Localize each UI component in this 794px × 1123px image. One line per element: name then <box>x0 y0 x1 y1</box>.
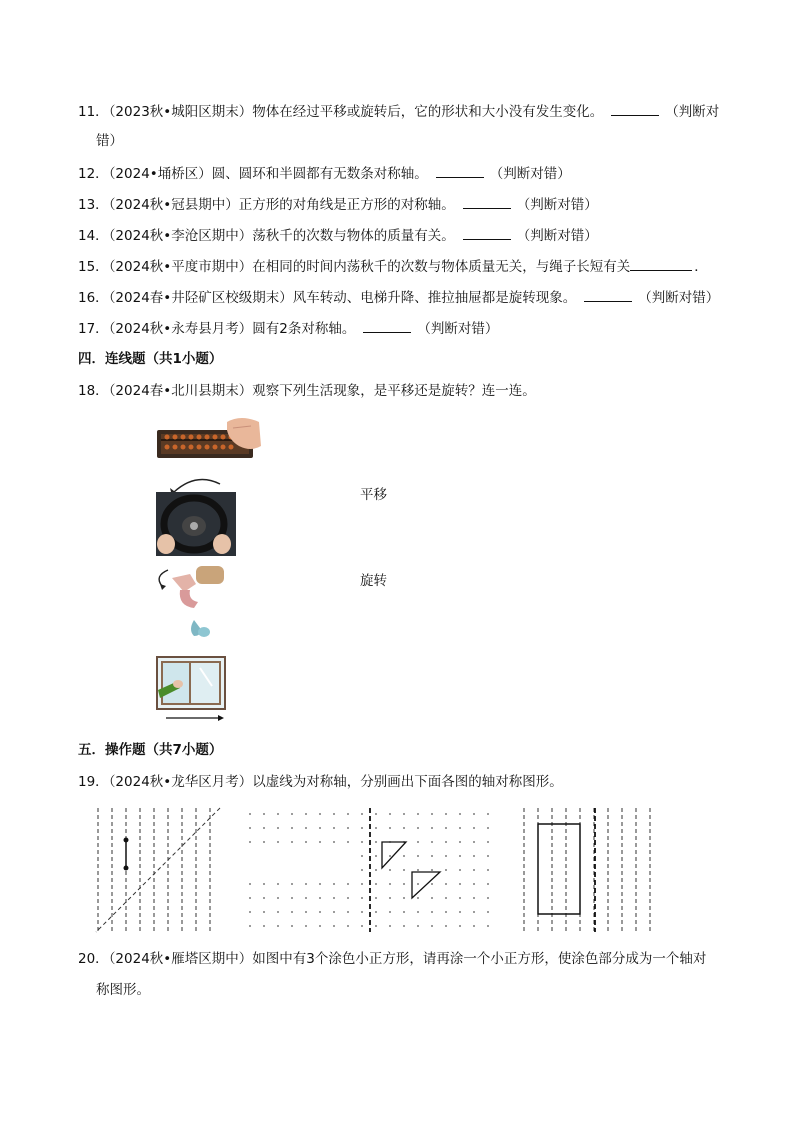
grid-dot <box>445 813 447 815</box>
grid-dot <box>445 827 447 829</box>
grid-dot <box>249 925 251 927</box>
grid-dot <box>459 855 461 857</box>
grid-dot <box>361 925 363 927</box>
grid-dot <box>459 869 461 871</box>
grid-dot <box>263 911 265 913</box>
grid-dot <box>459 841 461 843</box>
grid-dot <box>291 911 293 913</box>
grid-dot <box>431 827 433 829</box>
answer-blank[interactable] <box>584 287 632 302</box>
question-13: 13．（2024秋•冠县期中）正方形的对角线是正方形的对称轴。 （判断对错） <box>78 194 598 215</box>
section-heading-operation: 五．操作题（共7小题） <box>78 742 223 758</box>
grid-dot <box>431 925 433 927</box>
grid-dot <box>263 925 265 927</box>
grid-dot <box>403 925 405 927</box>
grid-dot <box>417 925 419 927</box>
grid-dot <box>277 925 279 927</box>
grid-dot <box>403 855 405 857</box>
grid-dot <box>487 883 489 885</box>
grid-dot <box>375 813 377 815</box>
grid-dot <box>333 911 335 913</box>
label-translation[interactable]: 平移 <box>360 487 387 503</box>
grid-dot <box>459 813 461 815</box>
grid-dot <box>249 911 251 913</box>
grid-dot <box>305 841 307 843</box>
grid-dot <box>291 813 293 815</box>
question-19: 19．（2024秋•龙华区月考）以虚线为对称轴，分别画出下面各图的轴对称图形。 <box>78 774 563 790</box>
grid-dot <box>305 897 307 899</box>
grid-dot <box>389 813 391 815</box>
grid-dot <box>319 813 321 815</box>
grid-dot <box>431 911 433 913</box>
grid-dot <box>375 827 377 829</box>
grid-dot <box>277 911 279 913</box>
question-20-continued: 称图形。 <box>96 982 150 998</box>
grid-dot <box>389 883 391 885</box>
grid-dot <box>417 883 419 885</box>
grid-dot <box>487 869 489 871</box>
grid-dot <box>459 827 461 829</box>
grid-dot <box>445 911 447 913</box>
grid-dot <box>291 897 293 899</box>
grid-dot <box>445 869 447 871</box>
grid-dot <box>249 897 251 899</box>
grid-dot <box>319 827 321 829</box>
grid-dot <box>403 897 405 899</box>
grid-dot <box>375 869 377 871</box>
grid-dot <box>263 827 265 829</box>
question-11: 11．（2023秋•城阳区期末）物体在经过平移或旋转后，它的形状和大小没有发生变化。 （判断对 <box>78 101 719 122</box>
grid-dot <box>389 897 391 899</box>
grid-dot <box>361 911 363 913</box>
symmetry-figure-3[interactable] <box>518 806 660 934</box>
grid-dot <box>459 911 461 913</box>
grid-dot <box>347 911 349 913</box>
grid-dot <box>473 911 475 913</box>
grid-dot <box>263 883 265 885</box>
grid-dot <box>375 883 377 885</box>
grid-dot <box>473 897 475 899</box>
grid-dot <box>249 827 251 829</box>
grid-dot <box>431 869 433 871</box>
grid-dot <box>473 925 475 927</box>
grid-dot <box>431 883 433 885</box>
grid-dot <box>333 813 335 815</box>
grid-dot <box>361 813 363 815</box>
grid-dot <box>333 883 335 885</box>
grid-dot <box>473 855 475 857</box>
answer-blank[interactable] <box>463 194 511 209</box>
grid-dot <box>263 897 265 899</box>
grid-dot <box>389 911 391 913</box>
answer-blank[interactable] <box>363 318 411 333</box>
grid-dot <box>389 855 391 857</box>
grid-dot <box>403 869 405 871</box>
grid-dot <box>277 897 279 899</box>
answer-blank[interactable] <box>463 225 511 240</box>
grid-dot <box>333 925 335 927</box>
answer-blank[interactable] <box>611 101 659 116</box>
grid-dot <box>347 813 349 815</box>
grid-dot <box>487 925 489 927</box>
grid-dot <box>487 813 489 815</box>
grid-dot <box>473 869 475 871</box>
grid-dot <box>277 827 279 829</box>
grid-dot <box>249 813 251 815</box>
question-14: 14．（2024秋•李沧区期中）荡秋千的次数与物体的质量有关。 （判断对错） <box>78 225 598 246</box>
grid-dot <box>487 855 489 857</box>
grid-dot <box>347 841 349 843</box>
grid-dot <box>277 841 279 843</box>
grid-dot <box>487 897 489 899</box>
grid-dot <box>487 911 489 913</box>
symmetry-figure-1[interactable] <box>92 806 224 934</box>
grid-dot <box>305 827 307 829</box>
grid-dot <box>459 897 461 899</box>
label-rotation[interactable]: 旋转 <box>360 573 387 589</box>
grid-dot <box>417 813 419 815</box>
grid-dot <box>445 841 447 843</box>
grid-dot <box>333 827 335 829</box>
grid-dot <box>431 855 433 857</box>
grid-dot <box>403 883 405 885</box>
grid-dot <box>375 855 377 857</box>
grid-dot <box>333 897 335 899</box>
abacus-image[interactable] <box>155 416 263 462</box>
answer-blank[interactable] <box>436 163 484 178</box>
grid-dot <box>277 813 279 815</box>
grid-dot <box>291 883 293 885</box>
grid-dot <box>375 841 377 843</box>
grid-dot <box>431 897 433 899</box>
question-18: 18．（2024春•北川县期末）观察下列生活现象，是平移还是旋转？连一连。 <box>78 383 536 399</box>
grid-dot <box>249 883 251 885</box>
grid-dot <box>347 925 349 927</box>
grid-dot <box>473 827 475 829</box>
faucet-image[interactable] <box>150 562 230 642</box>
grid-dot <box>389 869 391 871</box>
grid-dot <box>305 883 307 885</box>
grid-dot <box>347 883 349 885</box>
question-12: 12．（2024•埇桥区）圆、圆环和半圆都有无数条对称轴。 （判断对错） <box>78 163 571 184</box>
grid-dot <box>445 925 447 927</box>
grid-dot <box>319 925 321 927</box>
grid-dot <box>361 841 363 843</box>
steering-wheel-image[interactable] <box>156 472 236 556</box>
grid-dot <box>347 897 349 899</box>
grid-dot <box>487 841 489 843</box>
question-15: 15．（2024秋•平度市期中）在相同的时间内荡秋千的次数与物体质量无关，与绳子长短有关 ． <box>78 256 708 277</box>
grid-dot <box>389 925 391 927</box>
grid-dot <box>263 813 265 815</box>
grid-dot <box>319 841 321 843</box>
grid-dot <box>361 827 363 829</box>
grid-dot <box>459 883 461 885</box>
grid-dot <box>291 925 293 927</box>
grid-dot <box>417 897 419 899</box>
grid-dot <box>249 841 251 843</box>
grid-dot <box>431 813 433 815</box>
grid-dot <box>417 827 419 829</box>
grid-dot <box>403 827 405 829</box>
grid-dot <box>417 869 419 871</box>
grid-dot <box>361 855 363 857</box>
grid-dot <box>445 883 447 885</box>
grid-dot <box>319 897 321 899</box>
grid-dot <box>305 813 307 815</box>
question-11-continued: 错） <box>96 133 123 149</box>
grid-dot <box>319 883 321 885</box>
grid-dot <box>291 841 293 843</box>
grid-dot <box>263 841 265 843</box>
grid-dot <box>291 827 293 829</box>
grid-dot <box>445 855 447 857</box>
grid-dot <box>361 869 363 871</box>
grid-dot <box>361 883 363 885</box>
question-17: 17．（2024秋•永寿县月考）圆有2条对称轴。 （判断对错） <box>78 318 498 339</box>
grid-dot <box>473 813 475 815</box>
grid-dot <box>473 883 475 885</box>
grid-dot <box>417 911 419 913</box>
grid-dot <box>375 911 377 913</box>
grid-dot <box>417 855 419 857</box>
grid-dot <box>487 827 489 829</box>
question-20: 20．（2024秋•雁塔区期中）如图中有3个涂色小正方形，请再涂一个小正方形，使涂色部分成为一个轴对 <box>78 951 707 967</box>
grid-dot <box>375 925 377 927</box>
section-heading-matching: 四．连线题（共1小题） <box>78 351 223 367</box>
grid-dot <box>305 925 307 927</box>
grid-dot <box>403 813 405 815</box>
sliding-window-image[interactable] <box>156 656 228 724</box>
grid-dot <box>403 911 405 913</box>
grid-dot <box>459 925 461 927</box>
grid-dot <box>319 911 321 913</box>
answer-blank[interactable] <box>630 256 692 271</box>
grid-dot <box>305 911 307 913</box>
grid-dot <box>417 841 419 843</box>
grid-dot <box>389 827 391 829</box>
grid-dot <box>277 883 279 885</box>
grid-dot <box>347 827 349 829</box>
symmetry-figure-2[interactable] <box>244 806 496 934</box>
grid-dot <box>333 841 335 843</box>
grid-dot <box>473 841 475 843</box>
grid-dot <box>375 897 377 899</box>
grid-dot <box>445 897 447 899</box>
grid-dot <box>361 897 363 899</box>
question-16: 16．（2024春•井陉矿区校级期末）风车转动、电梯升降、推拉抽屉都是旋转现象。 （判断对错） <box>78 287 719 308</box>
grid-dot <box>431 841 433 843</box>
